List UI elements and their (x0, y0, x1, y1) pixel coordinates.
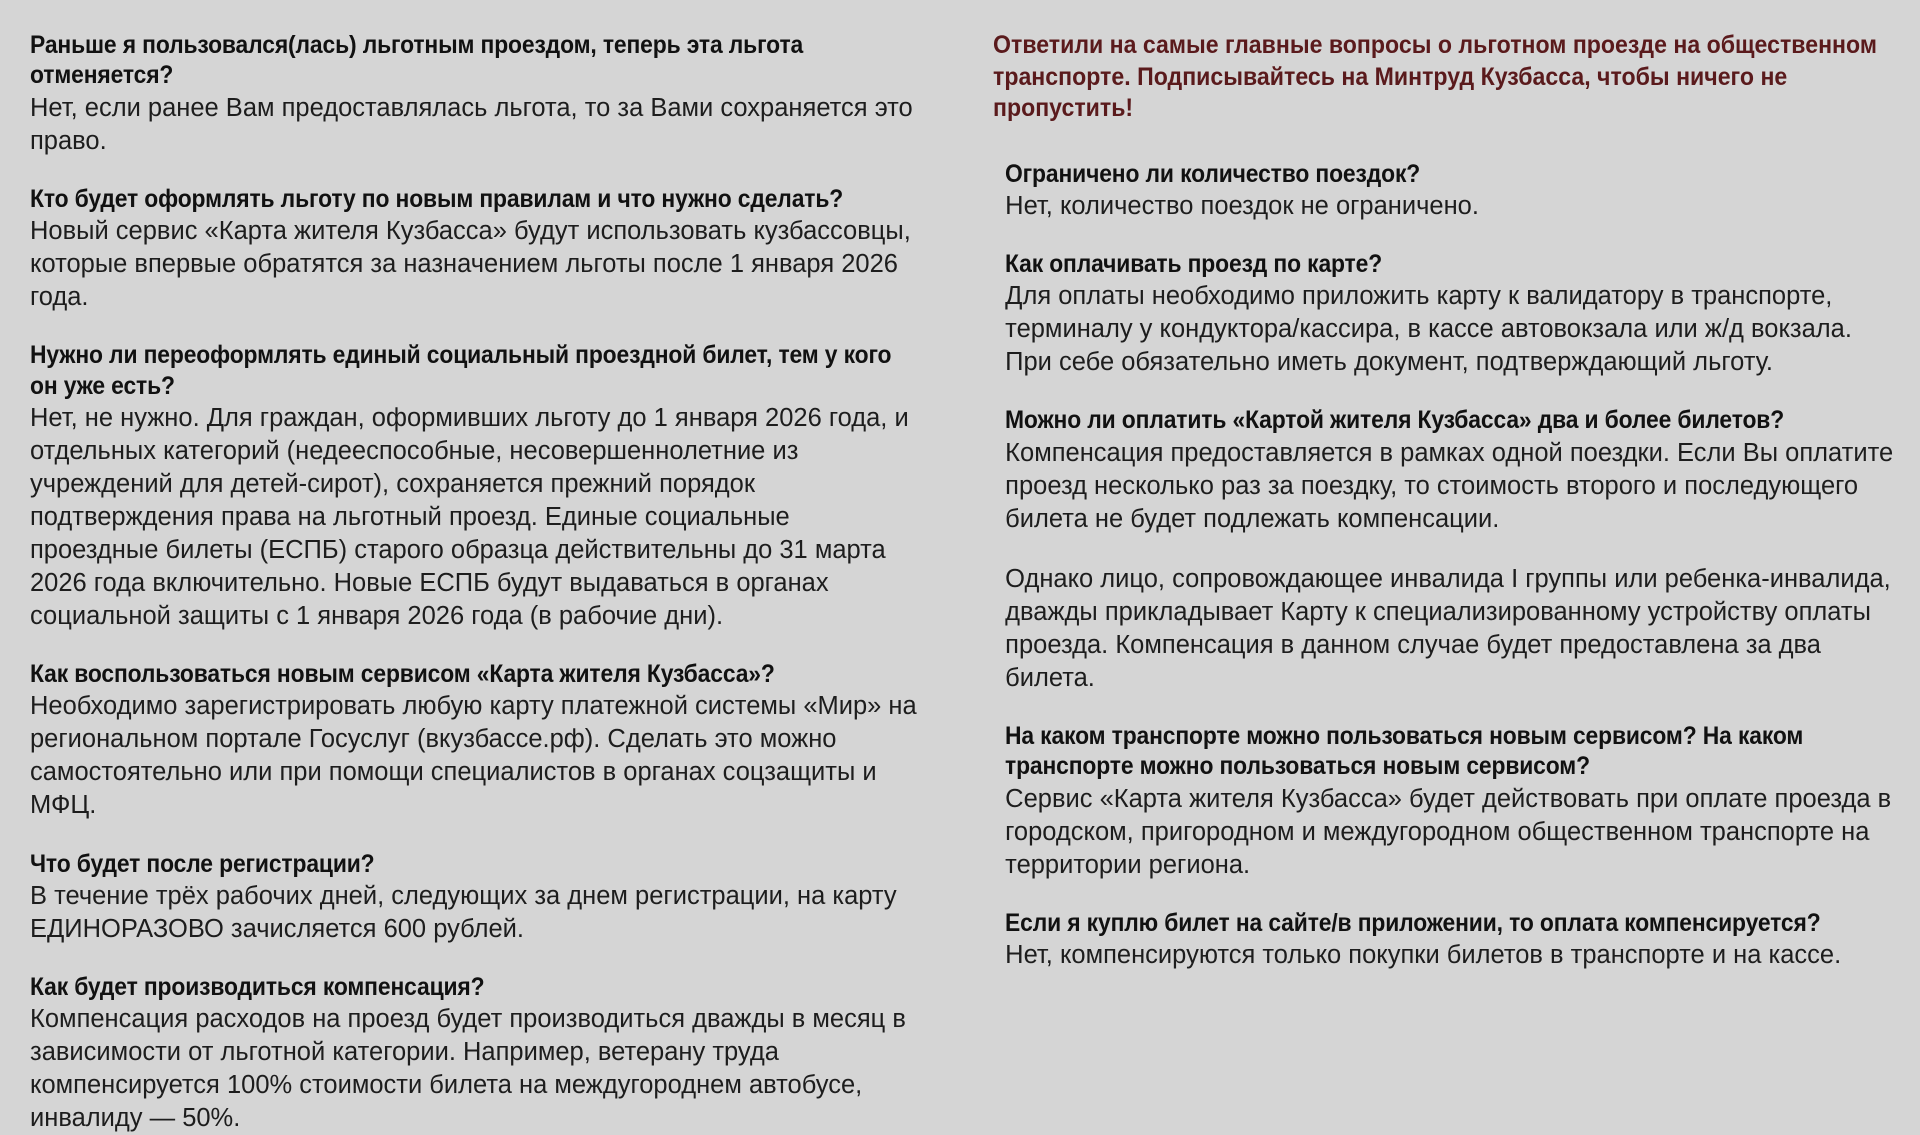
answer-paragraph: Нет, если ранее Вам предоставлялась льгота, то за Вами сохраняется это право. (30, 93, 913, 155)
question-heading: Что будет после регистрации? (30, 849, 375, 878)
qa-block (30, 30, 921, 158)
qa-block (1005, 159, 1896, 223)
answer-paragraph: Компенсация расходов на проезд будет производиться дважды в месяц в зависимости от льготной категории. Например, ветерану труда компенсируется 100% стоимости билета на междугороднем автобусе, инвалиду — 50%. (30, 1005, 906, 1133)
qa-block (1005, 721, 1896, 882)
qa-block (1005, 249, 1896, 379)
question-heading: Ограничено ли количество поездок? (1005, 159, 1421, 188)
qa-block (1005, 405, 1896, 694)
question-heading: Если я куплю билет на сайте/в приложении, то оплата компенсируется? (1005, 908, 1821, 937)
answer-paragraph: Компенсация предоставляется в рамках одной поездки. Если Вы оплатите проезд несколько раз за поездку, то стоимость второго и последующего билета не будет подлежать компенсации. (1005, 438, 1894, 533)
qa-block (30, 972, 921, 1135)
answer-paragraph: Нет, количество поездок не ограничено. (1005, 191, 1479, 220)
qa-block (1005, 908, 1896, 972)
answer-paragraph: Новый сервис «Карта жителя Кузбасса» будут использовать кузбассовцы, которые впервые обратятся за назначением льготы после 1 января 2026 года. (30, 217, 911, 312)
left-column (30, 30, 951, 1133)
qa-block (30, 184, 921, 314)
qa-block (30, 340, 921, 633)
answer-paragraph: Для оплаты необходимо приложить карту к валидатору в транспорте, терминалу у кондуктора/кассира, в кассе автовокзала или ж/д вокзала. При себе обязательно иметь документ, подтверждающий льготу. (1005, 282, 1852, 377)
question-heading: Как будет производиться компенсация? (30, 972, 485, 1001)
answer-paragraph: Сервис «Карта жителя Кузбасса» будет действовать при оплате проезда в городском, пригородном и междугородном общественном транспорте на территории региона. (1005, 784, 1892, 879)
question-heading: Как воспользоваться новым сервисом «Карта жителя Кузбасса»? (30, 660, 775, 689)
answer-paragraph: Однако лицо, сопровождающее инвалида I группы или ребенка-инвалида, дважды прикладывает Карту к специализированному устройству оплаты проезда. Компенсация в данном случае будет предоставлена за два билета. (1005, 564, 1891, 692)
question-heading: Можно ли оплатить «Картой жителя Кузбасса» два и более билетов? (1005, 406, 1785, 435)
answer-paragraph: Нет, не нужно. Для граждан, оформивших льготу до 1 января 2026 года, и отдельных категорий (недееспособные, несовершеннолетние из учреждений для детей-сирот), сохраняется прежний порядок подтверждения права на льготный проезд. Единые социальные проездные билеты (ЕСПБ) старого образца действительны до 31 марта 2026 года включительно. Новые ЕСПБ будут выдаваться в органах социальной защиты с 1 января 2026 года (в рабочие дни). (30, 403, 909, 631)
qa-block (30, 849, 921, 946)
qa-block (30, 659, 921, 822)
question-heading: Кто будет оформлять льготу по новым правилам и что нужно сделать? (30, 184, 844, 213)
right-column (951, 30, 1896, 1080)
question-heading: На каком транспорте можно пользоваться новым сервисом? На каком транспорте можно пользоваться новым сервисом? (1005, 721, 1804, 781)
question-heading: Как оплачивать проезд по карте? (1005, 249, 1383, 278)
question-heading: Раньше я пользовался(лась) льготным проездом, теперь эта льгота отменяется? (30, 31, 804, 90)
answer-paragraph: В течение трёх рабочих дней, следующих за днем регистрации, на карту ЕДИНОРАЗОВО зачисляется 600 рублей. (30, 881, 897, 943)
answer-paragraph: Необходимо зарегистрировать любую карту платежной системы «Мир» на региональном портале Госуслуг (вкузбассе.рф). Сделать это можно самостоятельно или при помощи специалистов в органах соцзащиты и МФЦ. (30, 692, 917, 820)
right-column-body (993, 159, 1896, 972)
answer-paragraph: Нет, компенсируются только покупки билетов в транспорте и на кассе. (1005, 940, 1842, 969)
right-column-lead: Ответили на самые главные вопросы о льготном проезде на общественном транспорте. Подписывайтесь на Минтруд Кузбасса, чтобы ничего не пропустить! (993, 31, 1878, 122)
question-heading: Нужно ли переоформлять единый социальный проездной билет, тем у кого он уже есть? (30, 341, 892, 400)
